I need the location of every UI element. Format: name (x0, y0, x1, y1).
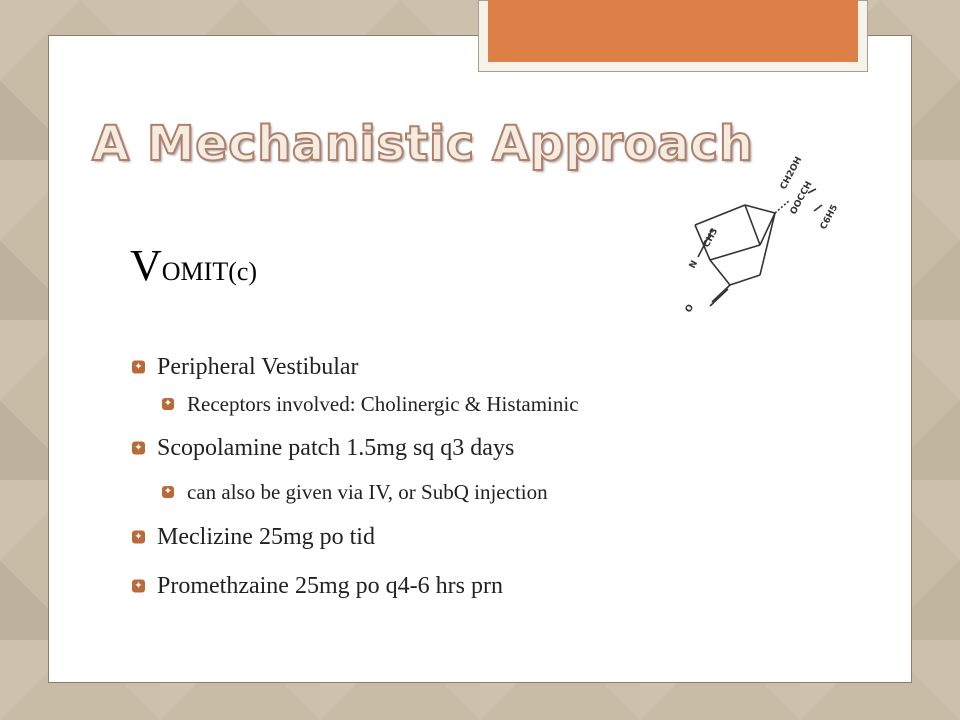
diamond-bullet-icon: ✦ (132, 531, 145, 544)
diamond-bullet-icon: ✦ (132, 361, 145, 374)
svg-text:C6H5: C6H5 (818, 203, 841, 232)
svg-text:CH3: CH3 (701, 226, 721, 250)
list-item (132, 424, 579, 472)
diamond-bullet-icon: ✦ (163, 486, 173, 497)
subheading-initial: V (130, 241, 162, 290)
list-item (132, 384, 579, 424)
list-item-text: can also be given via IV, or SubQ injection (187, 480, 548, 504)
list-item (132, 512, 579, 562)
list-item (132, 350, 579, 384)
list-item-text: Receptors involved: Cholinergic & Histaminic (187, 392, 579, 416)
bullet-list (132, 350, 579, 610)
subheading-rest: OMIT(c) (161, 257, 258, 286)
svg-text:CH2OH: CH2OH (778, 155, 805, 192)
accent-block (488, 0, 858, 62)
slide-subheading (130, 240, 257, 291)
list-item-text: Scopolamine patch 1.5mg sq q3 days (157, 435, 515, 461)
scopolamine-structure-image (650, 145, 850, 360)
list-item-text: Promethzaine 25mg po q4-6 hrs prn (157, 573, 503, 599)
list-item-text: Peripheral Vestibular (157, 354, 359, 380)
diamond-bullet-icon: ✦ (132, 442, 145, 455)
diamond-bullet-icon: ✦ (163, 398, 173, 409)
slide-title: A Mechanistic Approach (92, 116, 754, 172)
svg-text:O: O (683, 302, 697, 315)
svg-text:OOCCH: OOCCH (788, 179, 815, 217)
diamond-bullet-icon: ✦ (132, 580, 145, 593)
list-item (132, 562, 579, 610)
list-item (132, 472, 579, 512)
svg-text:N: N (687, 259, 701, 271)
list-item-text: Meclizine 25mg po tid (157, 524, 375, 550)
